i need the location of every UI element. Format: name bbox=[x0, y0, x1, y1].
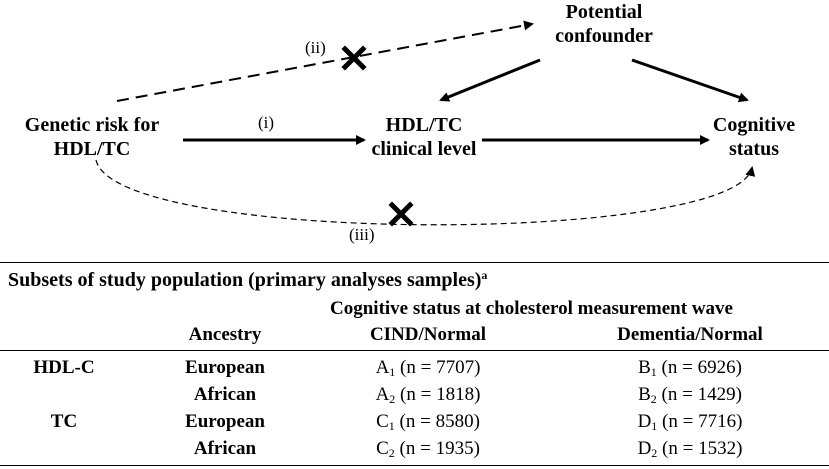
node-clinical-line2: clinical level bbox=[371, 138, 477, 160]
table-title bbox=[8, 268, 487, 292]
row-3-dem-n: (n = 7716) bbox=[657, 411, 743, 432]
row-3-dementia bbox=[600, 410, 780, 434]
row-4-dem-sub: 2 bbox=[651, 446, 658, 460]
row-1-dem-letter: B bbox=[638, 357, 651, 378]
node-confounder-line2: confounder bbox=[555, 25, 653, 47]
row-1-dem-n: (n = 6926) bbox=[656, 357, 742, 378]
node-genetic-line2: HDL/TC bbox=[53, 138, 131, 160]
row-2-cind-sub: 2 bbox=[389, 392, 396, 406]
row-4-cind-n: (n = 1935) bbox=[394, 438, 480, 459]
node-cognitive-status bbox=[704, 113, 804, 161]
path-label-i: (i) bbox=[258, 113, 275, 132]
col-header-cind: CIND/Normal bbox=[369, 324, 487, 345]
table-title-footnote: a bbox=[481, 268, 488, 282]
row-4-dem-n: (n = 1532) bbox=[657, 438, 743, 459]
node-genetic-risk bbox=[4, 113, 180, 161]
row-1-dementia bbox=[600, 356, 780, 380]
row-3-cind-n: (n = 8580) bbox=[394, 411, 480, 432]
table-bottom-rule bbox=[0, 465, 829, 466]
table-title-text: Subsets of study population (primary analyses samples) bbox=[8, 269, 482, 291]
node-cognitive-line2: status bbox=[728, 138, 779, 160]
row-4-dementia bbox=[600, 437, 780, 461]
row-2-cind-letter: A bbox=[375, 384, 390, 405]
row-1-dem-sub: 1 bbox=[650, 365, 657, 379]
row-3-cind-sub: 1 bbox=[388, 419, 395, 433]
row-2-cind-n: (n = 1818) bbox=[395, 384, 481, 405]
row-2-dem-n: (n = 1429) bbox=[656, 384, 742, 405]
table-header-rule bbox=[0, 350, 829, 351]
node-genetic-line1: Genetic risk for bbox=[24, 114, 160, 136]
row-3-cind-letter: C bbox=[376, 411, 389, 432]
row-3-cind bbox=[340, 410, 516, 434]
row-2-dem-letter: B bbox=[638, 384, 651, 405]
row-4-cind-sub: 2 bbox=[388, 446, 395, 460]
row-3-dem-sub: 1 bbox=[651, 419, 658, 433]
row-3-dem-letter: D bbox=[637, 411, 652, 432]
confounder-to-cognitive-arrow bbox=[632, 60, 747, 100]
table-top-rule bbox=[0, 262, 829, 263]
row-3-ancestry: European bbox=[185, 411, 265, 432]
row-1-cind-n: (n = 7707) bbox=[395, 357, 481, 378]
row-2-dem-sub: 2 bbox=[650, 392, 657, 406]
col-header-dementia: Dementia/Normal bbox=[617, 324, 763, 345]
row-4-cind bbox=[340, 437, 516, 461]
row-2-cind bbox=[340, 383, 516, 407]
path-label-iii: (iii) bbox=[349, 225, 375, 244]
group-header: Cognitive status at cholesterol measurement wave bbox=[330, 298, 733, 319]
row-1-cind bbox=[340, 356, 516, 380]
col-header-ancestry: Ancestry bbox=[188, 324, 262, 345]
row-1-ancestry: European bbox=[185, 357, 265, 378]
node-cognitive-line1: Cognitive bbox=[712, 114, 796, 136]
row-1-cind-sub: 1 bbox=[389, 365, 396, 379]
node-clinical-level bbox=[363, 113, 485, 161]
confounder-to-clinical-arrow bbox=[441, 60, 540, 100]
node-confounder-line1: Potential bbox=[565, 1, 643, 23]
path-iii-dashed-curve bbox=[96, 160, 752, 225]
node-clinical-line1: HDL/TC bbox=[385, 114, 463, 136]
row-2-ancestry: African bbox=[193, 384, 257, 405]
path-label-ii: (ii) bbox=[305, 38, 326, 57]
row-2-dementia bbox=[600, 383, 780, 407]
row-1-measure: HDL-C bbox=[33, 357, 95, 378]
row-4-ancestry: African bbox=[193, 438, 257, 459]
node-potential-confounder bbox=[534, 0, 674, 48]
row-4-cind-letter: C bbox=[376, 438, 389, 459]
row-1-cind-letter: A bbox=[375, 357, 390, 378]
row-3-measure: TC bbox=[50, 411, 78, 432]
block-x-icon-iii bbox=[392, 205, 410, 223]
row-4-dem-letter: D bbox=[637, 438, 652, 459]
